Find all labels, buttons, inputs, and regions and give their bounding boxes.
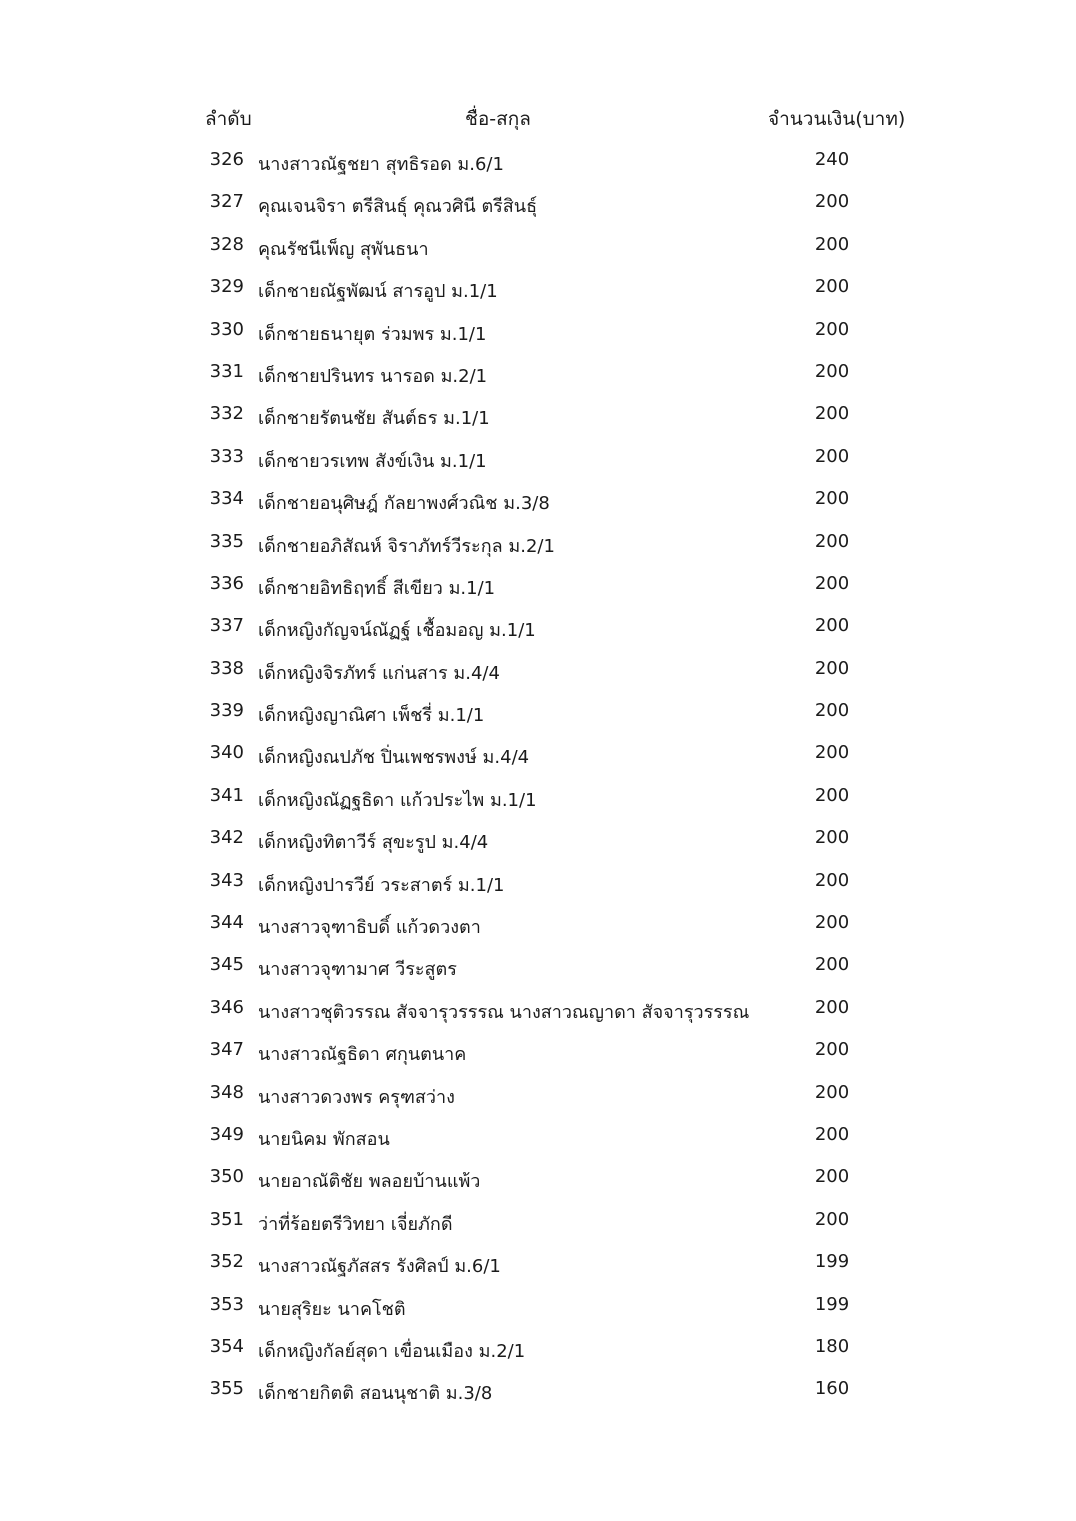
row-seq: 346 xyxy=(209,996,244,1018)
row-name: เด็กหญิงทิตาวีร์ สุขะรูป ม.4/4 xyxy=(258,832,489,854)
row-amount: 200 xyxy=(814,445,850,467)
row-seq: 354 xyxy=(209,1335,244,1357)
row-name: เด็กหญิงณัฏฐธิดา แก้วประไพ ม.1/1 xyxy=(258,789,537,811)
table-row xyxy=(0,565,1076,607)
table-row xyxy=(0,819,1076,861)
row-name: นางสาวณัฐภัสสร รังศิลป์ ม.6/1 xyxy=(258,1256,501,1278)
row-amount: 200 xyxy=(814,488,850,510)
row-seq: 337 xyxy=(209,615,244,637)
row-seq: 355 xyxy=(209,1378,244,1400)
table-row xyxy=(0,395,1076,437)
table-row xyxy=(0,183,1076,225)
row-amount: 200 xyxy=(814,742,850,764)
row-name: เด็กชายกิตติ สอนนุชาติ ม.3/8 xyxy=(258,1383,493,1405)
table-row xyxy=(0,523,1076,565)
row-name: นางสาวชุติวรรณ สัจจารุวรรรณ นางสาวณญาดา สัจจารุวรรรณ xyxy=(258,1001,750,1023)
table-row xyxy=(0,1031,1076,1073)
table-row xyxy=(0,1328,1076,1370)
row-name: นางสาวจุฑาธิบดิ์ แก้วดวงตา xyxy=(258,917,481,939)
row-amount: 200 xyxy=(814,1208,850,1230)
row-amount: 200 xyxy=(814,403,850,425)
row-seq: 351 xyxy=(209,1208,244,1230)
row-name: นายสุริยะ นาคโชติ xyxy=(258,1298,406,1320)
row-seq: 341 xyxy=(209,784,244,806)
row-name: เด็กหญิงกัญจน์ณัฏฐ์ เชื้อมอญ ม.1/1 xyxy=(258,620,536,642)
table-row xyxy=(0,777,1076,819)
row-amount: 200 xyxy=(814,869,850,891)
row-seq: 326 xyxy=(209,149,244,170)
row-seq: 335 xyxy=(209,530,244,552)
row-name: เด็กชายอภิสัณห์ จิราภัทร์วีระกุล ม.2/1 xyxy=(258,535,555,557)
row-name: เด็กหญิงจิรภัทร์ แก่นสาร ม.4/4 xyxy=(258,662,500,684)
row-amount: 200 xyxy=(814,657,850,679)
row-name: เด็กชายปรินทร นารอด ม.2/1 xyxy=(258,365,488,387)
table-row xyxy=(0,692,1076,734)
row-amount: 200 xyxy=(814,827,850,849)
row-seq: 336 xyxy=(209,572,244,594)
row-name: เด็กหญิงณปภัช ปิ่นเพชรพงษ์ ม.4/4 xyxy=(258,747,530,769)
row-name: นางสาวณัฐชยา สุทธิรอด ม.6/1 xyxy=(258,154,504,175)
row-amount: 200 xyxy=(814,615,850,637)
row-name: ว่าที่ร้อยตรีวิทยา เจี่ยภักดี xyxy=(258,1213,453,1235)
row-amount: 200 xyxy=(814,276,850,298)
row-seq: 348 xyxy=(209,1081,244,1103)
row-name: เด็กหญิงปารวีย์ วระสาตร์ ม.1/1 xyxy=(258,874,505,896)
table-row xyxy=(0,1243,1076,1285)
row-name: นางสาวณัฐธิดา ศกุนตนาค xyxy=(258,1044,467,1066)
table-row xyxy=(0,1116,1076,1158)
row-name: เด็กชายอนุศิษฎ์ กัลยาพงศ์วณิช ม.3/8 xyxy=(258,493,550,515)
row-name: เด็กหญิงญาณิศา เพ็ชรี่ ม.1/1 xyxy=(258,705,485,727)
table-row xyxy=(0,650,1076,692)
row-name: เด็กชายณัฐพัฒน์ สารอูป ม.1/1 xyxy=(258,281,498,303)
table-header xyxy=(0,104,1076,134)
row-name: คุณเจนจิรา ตรีสินธุ์ คุณวศินี ตรีสินธุ์ xyxy=(258,196,538,218)
row-amount: 200 xyxy=(814,318,850,340)
row-name: เด็กชายอิทธิฤทธิ์ สีเขียว ม.1/1 xyxy=(258,577,496,599)
row-amount: 200 xyxy=(814,996,850,1018)
row-seq: 342 xyxy=(209,827,244,849)
row-seq: 349 xyxy=(209,1123,244,1145)
table-row xyxy=(0,1201,1076,1243)
row-seq: 328 xyxy=(209,233,244,255)
row-seq: 338 xyxy=(209,657,244,679)
row-seq: 350 xyxy=(209,1166,244,1188)
row-amount: 200 xyxy=(814,1039,850,1061)
row-amount: 200 xyxy=(814,572,850,594)
header-name: ชื่อ-สกุล xyxy=(465,108,531,130)
row-amount: 200 xyxy=(814,912,850,934)
row-amount: 200 xyxy=(814,191,850,213)
row-name: เด็กชายรัตนชัย สันต์ธร ม.1/1 xyxy=(258,408,490,430)
table-row xyxy=(0,1158,1076,1200)
table-row xyxy=(0,438,1076,480)
row-name: นางสาวจุฑามาศ วีระสูตร xyxy=(258,959,457,981)
table-row xyxy=(0,268,1076,310)
row-amount: 160 xyxy=(814,1378,850,1400)
table-row xyxy=(0,734,1076,776)
row-name: นายอาณัติชัย พลอยบ้านแพ้ว xyxy=(258,1171,481,1193)
table-row xyxy=(0,353,1076,395)
row-amount: 200 xyxy=(814,784,850,806)
row-amount: 240 xyxy=(814,149,850,170)
table-row xyxy=(0,946,1076,988)
row-seq: 353 xyxy=(209,1293,244,1315)
row-seq: 339 xyxy=(209,700,244,722)
row-amount: 200 xyxy=(814,1081,850,1103)
row-name: คุณรัชนีเพ็ญ สุพันธนา xyxy=(258,238,429,260)
row-name: นางสาวดวงพร ครุฑสว่าง xyxy=(258,1086,455,1108)
table-row xyxy=(0,1286,1076,1328)
table-row xyxy=(0,480,1076,522)
row-amount: 200 xyxy=(814,530,850,552)
row-amount: 200 xyxy=(814,700,850,722)
row-seq: 347 xyxy=(209,1039,244,1061)
row-seq: 330 xyxy=(209,318,244,340)
row-seq: 340 xyxy=(209,742,244,764)
header-seq: ลำดับ xyxy=(205,108,252,130)
table-row xyxy=(0,862,1076,904)
table-row xyxy=(0,141,1076,183)
row-amount: 200 xyxy=(814,1123,850,1145)
row-amount: 199 xyxy=(814,1251,850,1273)
row-seq: 334 xyxy=(209,488,244,510)
row-amount: 200 xyxy=(814,954,850,976)
table-row xyxy=(0,226,1076,268)
row-amount: 199 xyxy=(814,1293,850,1315)
row-amount: 200 xyxy=(814,1166,850,1188)
row-name: เด็กหญิงกัลย์สุดา เขื่อนเมือง ม.2/1 xyxy=(258,1340,526,1362)
header-amount: จำนวนเงิน(บาท) xyxy=(768,108,906,130)
row-seq: 345 xyxy=(209,954,244,976)
table-row xyxy=(0,311,1076,353)
row-seq: 343 xyxy=(209,869,244,891)
row-name: เด็กชายวรเทพ สังข์เงิน ม.1/1 xyxy=(258,450,487,472)
row-amount: 200 xyxy=(814,360,850,382)
row-name: เด็กชายธนายุต ร่วมพร ม.1/1 xyxy=(258,323,487,345)
row-seq: 333 xyxy=(209,445,244,467)
table-row xyxy=(0,607,1076,649)
table-row xyxy=(0,1370,1076,1412)
table-row xyxy=(0,1074,1076,1116)
table-row xyxy=(0,904,1076,946)
row-amount: 180 xyxy=(814,1335,850,1357)
row-name: นายนิคม พักสอน xyxy=(258,1128,390,1150)
table-row xyxy=(0,989,1076,1031)
row-seq: 329 xyxy=(209,276,244,298)
row-seq: 331 xyxy=(209,360,244,382)
row-seq: 327 xyxy=(209,191,244,213)
donation-list xyxy=(0,141,1076,1413)
row-seq: 344 xyxy=(209,912,244,934)
row-seq: 352 xyxy=(209,1251,244,1273)
row-seq: 332 xyxy=(209,403,244,425)
row-amount: 200 xyxy=(814,233,850,255)
